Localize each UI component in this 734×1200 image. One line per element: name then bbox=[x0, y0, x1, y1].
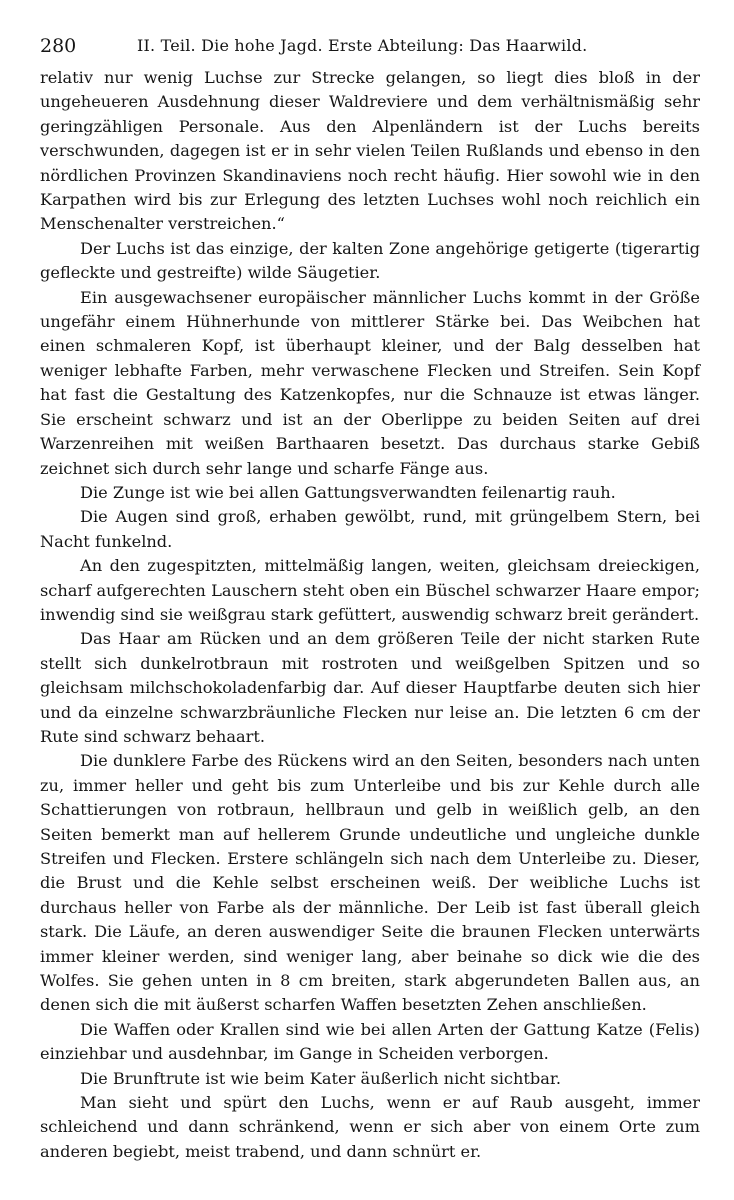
paragraph: Das Haar am Rücken und an dem größeren Teile der nicht starken Rute stellt sich dunkelrotbraun mit rostroten und weißgelben Spitzen und so gleichsam milchschokoladenfarbig dar. Auf dieser Hauptfarbe deuten sich hier und da einzelne schwarzbräunliche Flecken nur leise an. Die letzten 6 cm der Rute sind schwarz behaart. bbox=[40, 629, 700, 746]
running-head-title: II. Teil. Die hohe Jagd. Erste Abteilung: Das Haarwild. bbox=[137, 36, 588, 55]
paragraph: Die Brunftrute ist wie beim Kater äußerlich nicht sichtbar. bbox=[80, 1068, 562, 1088]
paragraph: Die dunklere Farbe des Rückens wird an den Seiten, besonders nach unten zu, immer heller und geht bis zum Unterleibe und bis zur Kehle durch alle Schattierungen von rotbraun, hellbraun und gelb in weißlich gelb, an den Seiten bemerkt man auf hellerem Grunde undeutliche und ungleiche dunkle Streifen und Flecken. Erstere schlängeln sich nach dem Unterleibe zu. Dieser, die Brust und die Kehle selbst erscheinen weiß. Der weibliche Luchs ist durchaus heller von Farbe als der männliche. Der Leib ist fast überall gleich stark. Die Läufe, an deren auswendiger Seite die braunen Flecken unterwärts immer kleiner werden, sind weniger lang, aber beinahe so dick wie die des Wolfes. Sie gehen unten in 8 cm breiten, stark abgerundeten Ballen aus, an denen sich die mit äußerst scharfen Waffen besetzten Zehen anschließen. bbox=[40, 751, 700, 1015]
paragraph: Man sieht und spürt den Luchs, wenn er auf Raub ausgeht, immer schleichend und dann schränkend, wenn er sich aber von einem Orte zum anderen begiebt, meist trabend, und dann schnürt er. bbox=[40, 1093, 700, 1161]
paragraph: An den zugespitzten, mittelmäßig langen, weiten, gleichsam dreieckigen, scharf aufgerechten Lauschern steht oben ein Büschel schwarzer Haare empor; inwendig sind sie weißgrau stark gefüttert, auswendig schwarz breit gerändert. bbox=[40, 556, 700, 624]
paragraph-continuation: relativ nur wenig Luchse zur Strecke gelangen, so liegt dies bloß in der ungeheueren Ausdehnung dieser Waldreviere und dem verhältnismäßig sehr geringzähligen Personale. Aus den Alpenländern ist der Luchs bereits verschwunden, dagegen ist er in sehr vielen Teilen Rußlands und ebenso in den nördlichen Provinzen Skandinaviens noch recht häufig. Hier sowohl wie in den Karpathen wird bis zur Erlegung des letzten Luchses wohl noch reichlich ein Menschenalter verstreichen.“ bbox=[40, 68, 700, 234]
running-head bbox=[40, 32, 686, 60]
page-number: 280 bbox=[40, 35, 77, 57]
paragraph: Ein ausgewachsener europäischer männlicher Luchs kommt in der Größe ungefähr einem Hühnerhunde von mittlerer Stärke bei. Das Weibchen hat einen schmaleren Kopf, ist überhaupt kleiner, und der Balg desselben hat weniger lebhafte Farben, mehr verwaschene Flecken und Streifen. Sein Kopf hat fast die Gestaltung des Katzenkopfes, nur die Schnauze ist etwas länger. Sie erscheint schwarz und ist an der Oberlippe zu beiden Seiten auf drei Warzenreihen mit weißen Barthaaren besetzt. Das durchaus starke Gebiß zeichnet sich durch sehr lange und scharfe Fänge aus. bbox=[40, 287, 700, 478]
paragraph: Die Zunge ist wie bei allen Gattungsverwandten feilenartig rauh. bbox=[80, 482, 616, 502]
paragraph: Die Augen sind groß, erhaben gewölbt, rund, mit grüngelbem Stern, bei Nacht funkelnd. bbox=[40, 507, 700, 551]
body-text bbox=[40, 66, 700, 1164]
paragraph: Die Waffen oder Krallen sind wie bei allen Arten der Gattung Katze (Felis) einziehbar und ausdehnbar, im Gange in Scheiden verborgen. bbox=[40, 1019, 700, 1064]
paragraph: Der Luchs ist das einzige, der kalten Zone angehörige getigerte (tigerartig gefleckte und gestreifte) wilde Säugetier. bbox=[40, 238, 700, 283]
